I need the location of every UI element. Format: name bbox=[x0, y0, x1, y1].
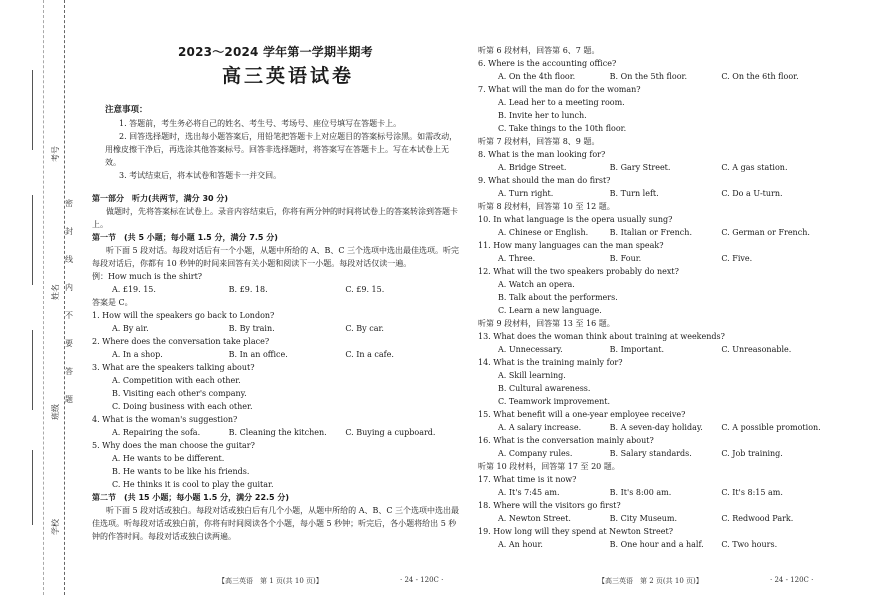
option: C. In a cafe. bbox=[345, 350, 394, 359]
option: A. In a shop. bbox=[112, 350, 163, 359]
option: C. On the 6th floor. bbox=[721, 72, 799, 81]
option: C. Two hours. bbox=[721, 540, 778, 549]
option: B. A seven-day holiday. bbox=[609, 423, 703, 432]
option: B. Important. bbox=[609, 345, 665, 354]
options bbox=[478, 252, 833, 265]
option: B. On the 5th floor. bbox=[609, 72, 687, 81]
sec2-heading: 第二节 (共 15 小题；每小题 1.5 分，满分 22.5 分) bbox=[92, 493, 290, 502]
exam-subtitle: 2023～2024 学年第一学期半期考 bbox=[178, 45, 373, 59]
option: A. £19. 15. bbox=[112, 285, 156, 294]
seal-char: 答 bbox=[65, 367, 73, 376]
footer-code-left: · 24 - 120C · bbox=[400, 576, 444, 584]
part1-intro: 做题时，先将答案标在试卷上。录音内容结束后，你将有两分钟的时间将试卷上的答案转涂到答题卡上。 bbox=[92, 207, 458, 229]
question: 9. What should the man do first? bbox=[478, 176, 611, 185]
kaohao-line bbox=[32, 70, 33, 150]
options bbox=[478, 421, 833, 434]
option: B. Italian or French. bbox=[609, 228, 692, 237]
options bbox=[478, 161, 833, 174]
question: 16. What is the conversation mainly about? bbox=[478, 436, 654, 445]
options bbox=[478, 538, 833, 551]
question: 14. What is the training mainly for? bbox=[478, 358, 623, 367]
question: 15. What benefit will a one-year employee receive? bbox=[478, 410, 686, 419]
banji-line bbox=[32, 330, 33, 410]
question: 13. What does the woman think about training at weekends? bbox=[478, 332, 725, 341]
xuexiao-label: 学校 bbox=[51, 519, 60, 535]
option: C. A possible promotion. bbox=[721, 423, 821, 432]
seal-char: 线 bbox=[65, 255, 73, 264]
option: C. He thinks it is cool to play the guitar. bbox=[112, 480, 274, 489]
group-heading: 听第 10 段材料，回答第 17 至 20 题。 bbox=[478, 462, 620, 471]
option: C. Buying a cupboard. bbox=[345, 428, 436, 437]
example-options bbox=[92, 283, 462, 296]
option: A. Skill learning. bbox=[498, 371, 566, 380]
option: A. Repairing the sofa. bbox=[112, 428, 201, 437]
options bbox=[478, 512, 833, 525]
question: 17. What time is it now? bbox=[478, 475, 577, 484]
seal-char: 封 bbox=[65, 227, 73, 236]
option: B. Visiting each other's company. bbox=[112, 389, 247, 398]
xuexiao-line bbox=[32, 450, 33, 525]
question: 3. What are the speakers talking about? bbox=[92, 363, 255, 372]
example-question: 例：How much is the shirt? bbox=[92, 272, 203, 281]
fold-dashed-line bbox=[43, 0, 44, 595]
options bbox=[478, 343, 833, 356]
option: C. Doing business with each other. bbox=[112, 402, 253, 411]
options bbox=[478, 226, 833, 239]
option: A. He wants to be different. bbox=[112, 454, 225, 463]
option: A. On the 4th floor. bbox=[498, 72, 576, 81]
seal-char: 不 bbox=[65, 311, 73, 320]
question: 10. In what language is the opera usually sung? bbox=[478, 215, 673, 224]
option: A. Unnecessary. bbox=[498, 345, 563, 354]
seal-char: 题 bbox=[65, 395, 73, 404]
option: A. Company rules. bbox=[498, 449, 573, 458]
group-heading: 听第 6 段材料，回答第 6、7 题。 bbox=[478, 46, 600, 55]
kaohao-label: 考号 bbox=[51, 146, 60, 162]
option: B. In an office. bbox=[228, 350, 288, 359]
example-answer: 答案是 C。 bbox=[92, 298, 133, 307]
option: B. By train. bbox=[228, 324, 275, 333]
option: A. A salary increase. bbox=[498, 423, 582, 432]
notice-item: 1. 答题前，考生务必将自己的姓名、考生号、考场号、座位号填写在答题卡上。 bbox=[119, 119, 402, 128]
notice-heading: 注意事项： bbox=[105, 105, 148, 115]
option: C. By car. bbox=[345, 324, 384, 333]
option: B. Gary Street. bbox=[609, 163, 671, 172]
option: C. It's 8:15 am. bbox=[721, 488, 783, 497]
options bbox=[92, 426, 462, 439]
option: A. Lead her to a meeting room. bbox=[498, 98, 625, 107]
option: B. Four. bbox=[609, 254, 642, 263]
option: B. Talk about the performers. bbox=[498, 293, 618, 302]
option: B. Cultural awareness. bbox=[498, 384, 591, 393]
question: 12. What will the two speakers probably do next? bbox=[478, 267, 679, 276]
options bbox=[478, 486, 833, 499]
group-heading: 听第 7 段材料，回答第 8、9 题。 bbox=[478, 137, 600, 146]
options bbox=[478, 70, 833, 83]
question: 8. What is the man looking for? bbox=[478, 150, 606, 159]
option: C. Take things to the 10th floor. bbox=[498, 124, 627, 133]
option: A. Turn right. bbox=[498, 189, 554, 198]
sec1-intro: 听下面 5 段对话。每段对话后有一个小题，从题中所给的 A、B、C 三个选项中选出最佳选项。听完每段对话后，你都有 10 秒钟的时间来回答有关小题和阅读下一小题。每段对话仅读一遍。 bbox=[92, 246, 460, 268]
question: 2. Where does the conversation take place? bbox=[92, 337, 270, 346]
question: 4. What is the woman's suggestion? bbox=[92, 415, 238, 424]
options bbox=[478, 447, 833, 460]
option: C. Do a U-turn. bbox=[721, 189, 783, 198]
option: A. Competition with each other. bbox=[112, 376, 241, 385]
question: 18. Where will the visitors go first? bbox=[478, 501, 621, 510]
option: A. Bridge Street. bbox=[498, 163, 567, 172]
option: A. Chinese or English. bbox=[498, 228, 589, 237]
part1-section bbox=[92, 192, 462, 543]
sec1-heading: 第一节 (共 5 小题；每小题 1.5 分，满分 7.5 分) bbox=[92, 233, 278, 242]
right-column bbox=[478, 44, 833, 551]
option: B. One hour and a half. bbox=[609, 540, 704, 549]
option: C. Redwood Park. bbox=[721, 514, 794, 523]
footer-code-right: · 24 - 120C · bbox=[770, 576, 814, 584]
question: 5. Why does the man choose the guitar? bbox=[92, 441, 255, 450]
seal-char: 密 bbox=[65, 199, 73, 208]
group-heading: 听第 8 段材料，回答第 10 至 12 题。 bbox=[478, 202, 615, 211]
option: A. Watch an opera. bbox=[498, 280, 575, 289]
option: C. German or French. bbox=[721, 228, 810, 237]
binding-strip bbox=[0, 0, 78, 595]
xingming-line bbox=[32, 195, 33, 285]
sec2-intro: 听下面 5 段对话或独白。每段对话或独白后有几个小题，从题中所给的 A、B、C 三个选项中选出最佳选项。听每段对话或独白前，你将有时间阅读各个小题，每小题 5 秒钟；听完后，各小题将给出 5 秒钟的作答时间。每段对话或独白读两遍。 bbox=[92, 506, 460, 541]
seal-char: 要 bbox=[65, 339, 73, 348]
part1-heading: 第一部分 听力(共两节，满分 30 分) bbox=[92, 194, 229, 203]
seal-char: 内 bbox=[65, 283, 73, 292]
question: 1. How will the speakers go back to London? bbox=[92, 311, 275, 320]
option: B. Salary standards. bbox=[609, 449, 692, 458]
option: A. It's 7:45 am. bbox=[498, 488, 560, 497]
notice-section bbox=[105, 104, 460, 182]
question: 11. How many languages can the man speak? bbox=[478, 241, 664, 250]
question: 7. What will the man do for the woman? bbox=[478, 85, 641, 94]
option: A. Three. bbox=[498, 254, 536, 263]
question: 6. Where is the accounting office? bbox=[478, 59, 617, 68]
seal-dashed-line bbox=[64, 0, 65, 595]
option: A. Newton Street. bbox=[498, 514, 571, 523]
footer-page-left: 【高三英语 第 1 页(共 10 页)】 bbox=[218, 577, 323, 585]
options bbox=[92, 322, 462, 335]
option: C. Job training. bbox=[721, 449, 783, 458]
xingming-label: 姓名 bbox=[51, 284, 60, 300]
option: C. £9. 15. bbox=[345, 285, 385, 294]
option: B. Invite her to lunch. bbox=[498, 111, 587, 120]
option: B. Turn left. bbox=[609, 189, 659, 198]
option: C. Unreasonable. bbox=[721, 345, 792, 354]
notice-item: 3. 考试结束后，将本试卷和答题卡一并交回。 bbox=[119, 171, 282, 180]
options bbox=[92, 348, 462, 361]
option: B. £9. 18. bbox=[228, 285, 268, 294]
option: C. A gas station. bbox=[721, 163, 788, 172]
option: C. Learn a new language. bbox=[498, 306, 602, 315]
option: C. Teamwork improvement. bbox=[498, 397, 610, 406]
notice-item: 2. 回答选择题时，选出每小题答案后，用铅笔把答题卡上对应题目的答案标号涂黑。如需改动，用橡皮擦干净后，再选涂其他答案标号。回答非选择题时，将答案写在答题卡上。写在本试卷上无效。 bbox=[105, 132, 458, 167]
option: B. Cleaning the kitchen. bbox=[228, 428, 327, 437]
options bbox=[478, 187, 833, 200]
option: C. Five. bbox=[721, 254, 753, 263]
option: B. It's 8:00 am. bbox=[609, 488, 672, 497]
option: A. An hour. bbox=[498, 540, 543, 549]
footer-page-right: 【高三英语 第 2 页(共 10 页)】 bbox=[598, 577, 703, 585]
question: 19. How long will they spend at Newton Street? bbox=[478, 527, 673, 536]
option: B. City Museum. bbox=[609, 514, 678, 523]
exam-title: 高三英语试卷 bbox=[222, 65, 355, 87]
banji-label: 班级 bbox=[51, 404, 60, 420]
group-heading: 听第 9 段材料，回答第 13 至 16 题。 bbox=[478, 319, 615, 328]
option: A. By air. bbox=[112, 324, 149, 333]
option: B. He wants to be like his friends. bbox=[112, 467, 250, 476]
